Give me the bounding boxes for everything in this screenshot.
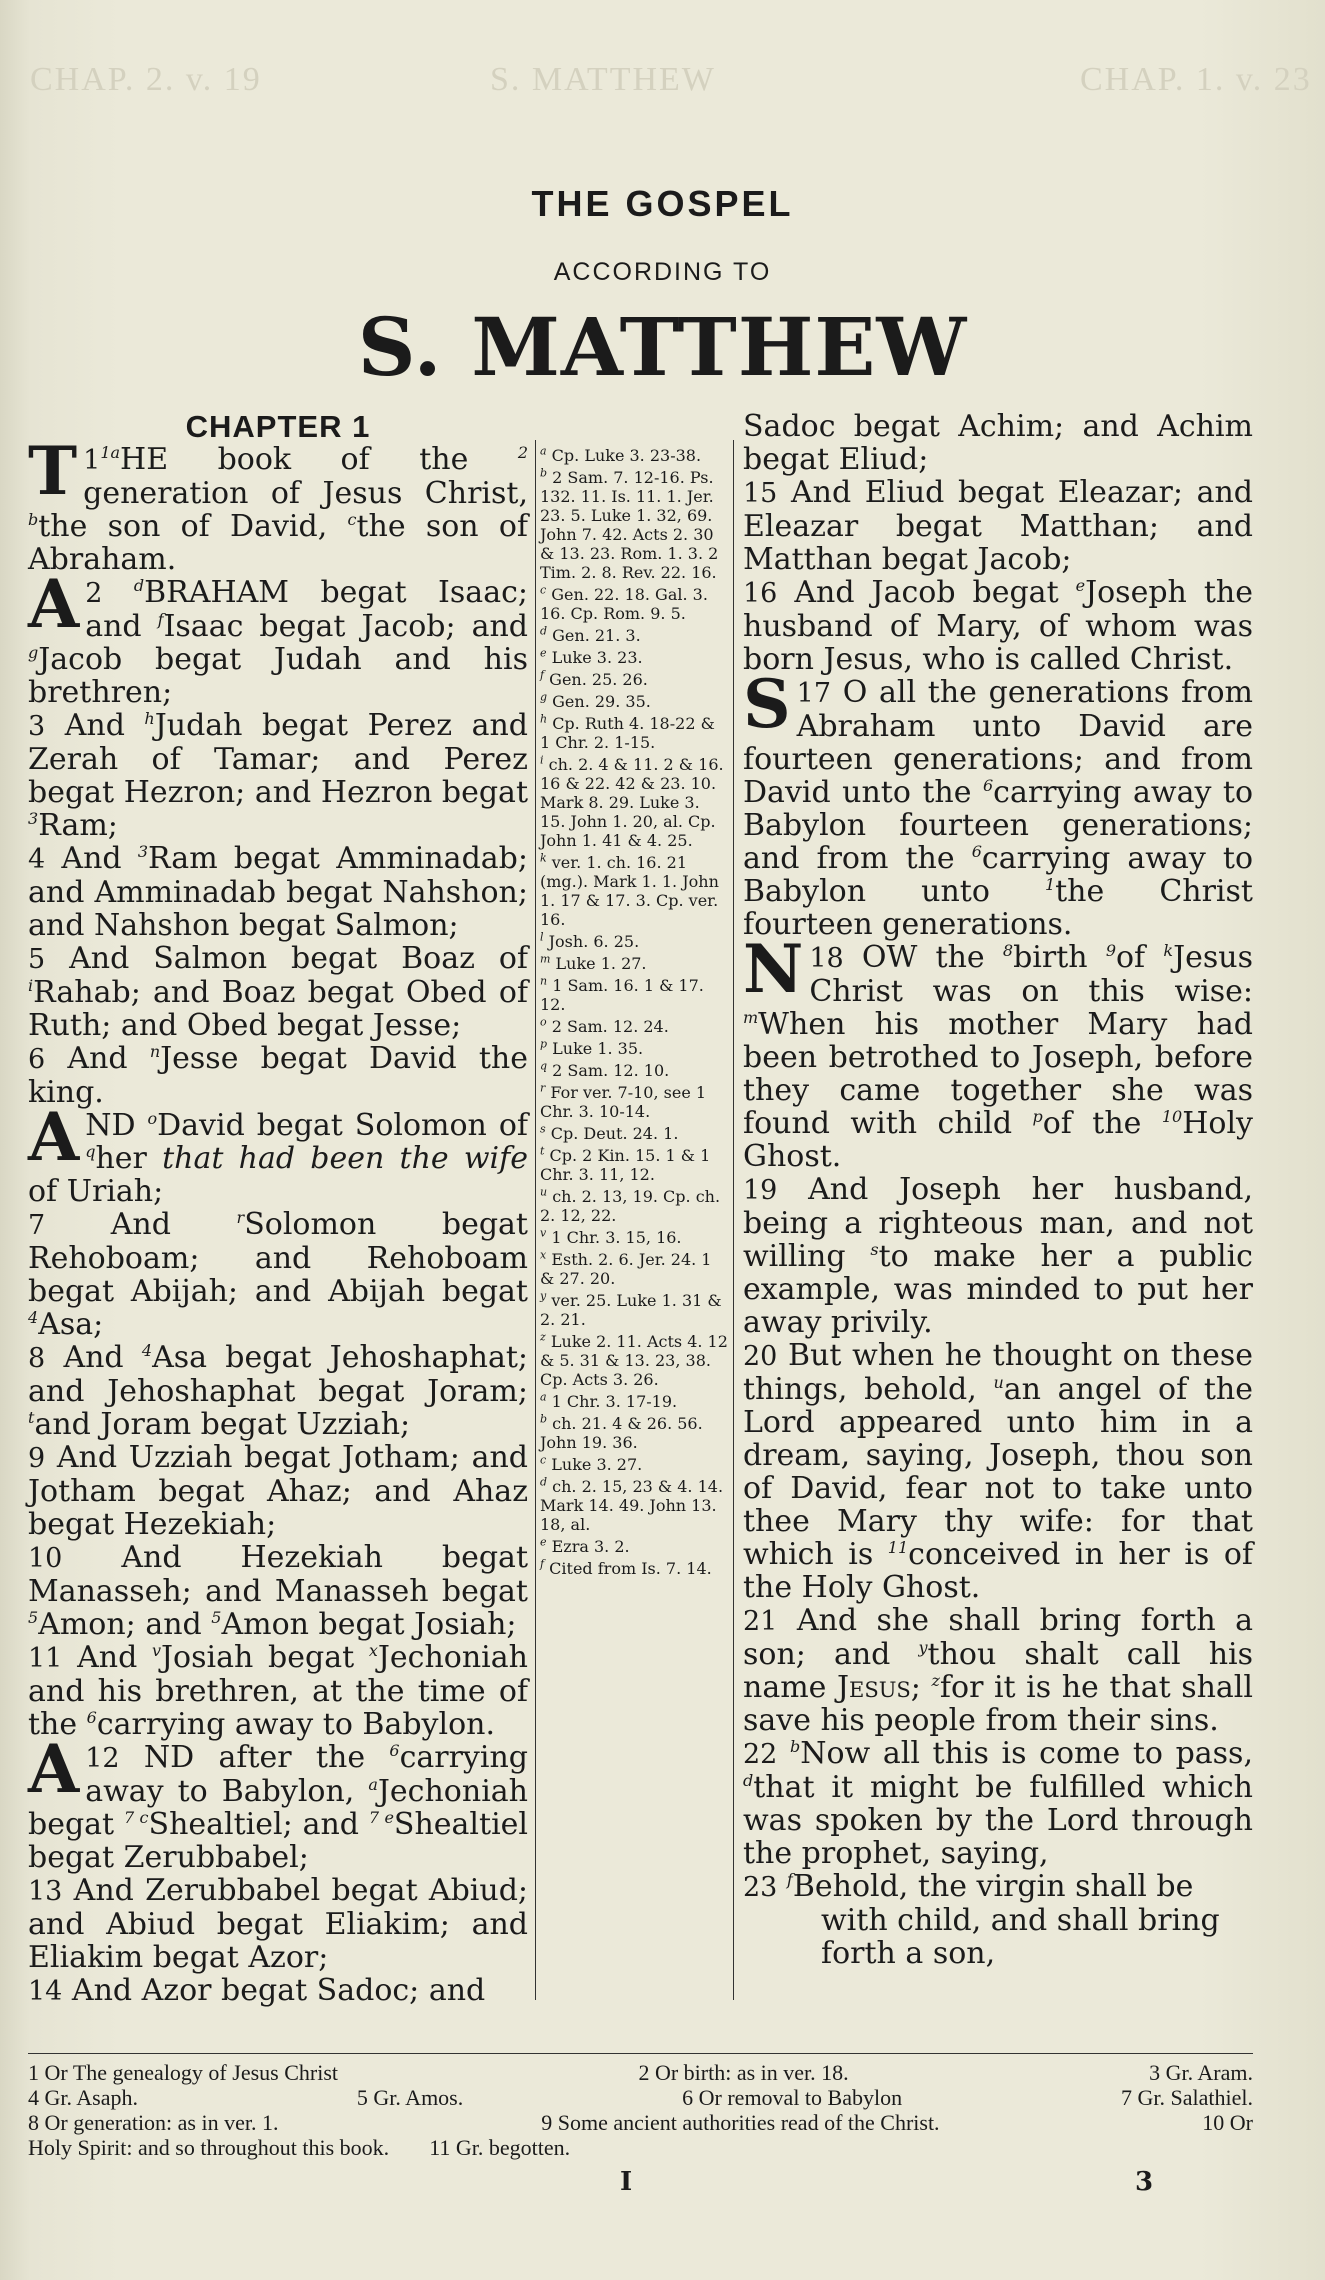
cross-reference-entry: $^y$ ver. 25. Luke 1. 31 & 2. 21. [540, 1289, 722, 1329]
footnote-line-2: 4 Gr. Asaph. 5 Gr. Amos. 6 Or removal to Babylon 7 Gr. Salathiel. [28, 2085, 1253, 2110]
cross-reference-entry: $^d$ Gen. 21. 3. [540, 624, 641, 645]
text-column-right [743, 410, 1253, 1970]
verse-10: 10 And Hezekiah begat Manasseh; and Manasseh begat $^5$Amon; and $^5$Amon begat Josiah; [28, 1540, 528, 1642]
cross-reference-entry: $^m$ Luke 1. 27. [540, 952, 647, 973]
verse-14-cont: Sadoc begat Achim; and Achim begat Eliud; [743, 409, 1253, 477]
verse-16: 16 And Jacob begat $^e$Joseph the husband of Mary, of whom was born Jesus, who is called Christ. [743, 575, 1253, 677]
footnotes [28, 2053, 1253, 2160]
cross-reference-entry: $^c$ Luke 3. 27. [540, 1453, 643, 1474]
cross-reference-entry: $^f$ Cited from Is. 7. 14. [540, 1557, 712, 1578]
verse-18: 18 N OW the $^8$birth $^9$of $^k$Jesus Christ was on this wise: $^m$When his mother Mary had been betrothed to Joseph, before they came together she was found with child $^p$of the $^{10}$Holy Ghost. [743, 930, 1253, 1174]
verse-12: 12 A ND after the $^6$carrying away to Babylon, $^a$Jechoniah begat $^{7 c}$Shealtiel; and $^{7 e}$Shealtiel begat Zerubbabel; [28, 1730, 529, 1875]
cross-reference-entry: $^b$ ch. 21. 4 & 26. 56. John 19. 36. [540, 1412, 703, 1452]
cross-reference-entry: $^q$ 2 Sam. 12. 10. [540, 1059, 670, 1080]
verse-6b: AND $^o$David begat Solomon of $^q$her that had been the wife of Uriah; [28, 1098, 529, 1209]
cross-reference-column [540, 446, 728, 1581]
text-column-left [28, 410, 528, 2008]
verse-13: 13 And Zerubbabel begat Abiud; and Abiud begat Eliakim; and Eliakim begat Azor; [28, 1873, 529, 1975]
cross-reference-entry: $^d$ ch. 2. 15, 23 & 4. 14. Mark 14. 49. John 13. 18, al. [540, 1475, 724, 1534]
page-number: I [620, 2167, 633, 2197]
cross-reference-entry: $^f$ Gen. 25. 26. [540, 668, 648, 689]
cross-reference-entry: $^i$ ch. 2. 4 & 11. 2 & 16. 16 & 22. 42 & 23. 10. Mark 8. 29. Luke 3. 15. John 1. 20, al. Cp. John 1. 41 & 4. 25. [540, 753, 724, 850]
footnote-line-4: Holy Spirit: and so throughout this book. 11 Gr. begotten. [28, 2135, 571, 2160]
cross-reference-list [540, 446, 728, 1578]
cross-reference-entry: $^b$ 2 Sam. 7. 12-16. Ps. 132. 11. Is. 11. 1. Jer. 23. 5. Luke 1. 32, 69. John 7. 42. Acts 2. 30 & 13. 23. Rom. 1. 3. 2 Tim. 2. 8. Rev. 22. 16. [540, 466, 719, 582]
verse-9: 9 And Uzziah begat Jotham; and Jotham begat Ahaz; and Ahaz begat Hezekiah; [28, 1440, 528, 1542]
cross-reference-entry: $^n$ 1 Sam. 16. 1 & 17. 12. [540, 974, 704, 1014]
gospel-title: THE GOSPEL [531, 183, 794, 224]
verse-5: 5 And Salmon begat Boaz of $^i$Rahab; and Boaz begat Obed of Ruth; and Obed begat Jesse; [28, 941, 528, 1043]
book-title: S. MATTHEW [357, 300, 968, 394]
drop-cap-a3: A [28, 1730, 80, 1808]
verse-7: 7 And $^r$Solomon begat Rehoboam; and Rehoboam begat Abijah; and Abijah begat $^4$Asa; [28, 1207, 528, 1342]
cross-reference-entry: $^v$ 1 Chr. 3. 15, 16. [540, 1226, 682, 1247]
drop-cap-t: T [28, 432, 78, 510]
verse-1: $1^{1a}$ T HE book of the $^2$ generation of Jesus Christ, $^b$the son of David, $^c$the son of Abraham. [28, 432, 528, 577]
cross-reference-entry: $^s$ Cp. Deut. 24. 1. [540, 1122, 679, 1143]
signature-mark: 3 [1135, 2167, 1154, 2197]
cross-reference-entry: $^x$ Esth. 2. 6. Jer. 24. 1 & 27. 20. [540, 1248, 712, 1288]
verse-4: 4 And $^3$Ram begat Amminadab; and Amminadab begat Nahshon; and Nahshon begat Salmon; [28, 841, 528, 943]
verse-14: 14 And Azor begat Sadoc; and [28, 1973, 486, 2008]
cross-reference-entry: $^g$ Gen. 29. 35. [540, 690, 651, 711]
cross-reference-entry: $^p$ Luke 1. 35. [540, 1037, 644, 1058]
cross-reference-entry: $^l$ Josh. 6. 25. [540, 930, 640, 951]
verse-8: 8 And $^4$Asa begat Jehoshaphat; and Jehoshaphat begat Joram; $^t$and Joram begat Uzziah; [28, 1340, 529, 1442]
cross-reference-entry: $^h$ Cp. Ruth 4. 18-22 & 1 Chr. 2. 1-15. [540, 712, 715, 752]
verse-20: 20 But when he thought on these things, behold, $^u$an angel of the Lord appeared unto him in a dream, saying, Joseph, thou son of David, fear not to take unto thee Mary thy wife: for that which is $^{11}$conceived in her is of the Holy Ghost. [743, 1338, 1254, 1605]
according-to-subtitle: ACCORDING TO [553, 258, 772, 286]
verse-19: 19 And Joseph her husband, being a righteous man, and not willing $^s$to make her a public example, was minded to put her away privily. [743, 1172, 1253, 1340]
drop-cap-a: A [28, 565, 80, 643]
cross-reference-entry: $^e$ Luke 3. 23. [540, 646, 643, 667]
cross-reference-entry: $^u$ ch. 2. 13, 19. Cp. ch. 2. 12, 22. [540, 1185, 721, 1225]
cross-reference-entry: $^z$ Luke 2. 11. Acts 4. 12 & 5. 31 & 13. 23, 38. Cp. Acts 3. 26. [540, 1330, 728, 1389]
cross-reference-entry: $^o$ 2 Sam. 12. 24. [540, 1015, 669, 1036]
drop-cap-n: N [743, 930, 804, 1008]
footnote-line-3: 8 Or generation: as in ver. 1. 9 Some ancient authorities read of the Christ. 10 Or [28, 2110, 1253, 2135]
column-rule-left [535, 440, 536, 2000]
column-rule-right [733, 440, 734, 2000]
footnote-line-1: 1 Or The genealogy of Jesus Christ 2 Or birth: as in ver. 18. 3 Gr. Aram. [28, 2060, 1253, 2085]
verse-15: 15 And Eliud begat Eleazar; and Eleazar begat Matthan; and Matthan begat Jacob; [743, 475, 1253, 577]
cross-reference-entry: $^c$ Gen. 22. 18. Gal. 3. 16. Cp. Rom. 9. 5. [540, 583, 708, 623]
cross-reference-entry: $^a$ 1 Chr. 3. 17-19. [540, 1390, 678, 1411]
cross-reference-entry: $^k$ ver. 1. ch. 16. 21 (mg.). Mark 1. 1. John 1. 17 & 17. 3. Cp. ver. 16. [540, 851, 719, 929]
bleed-through-header-right: CHAP. 1. v. 23 [1080, 61, 1312, 98]
cross-reference-entry: $^a$ Cp. Luke 3. 23-38. [540, 444, 702, 465]
verse-6: 6 And $^n$Jesse begat David the king. [28, 1041, 528, 1110]
verse-2: 2 $^d$ A BRAHAM begat Isaac; and $^f$Isaac begat Jacob; and $^g$Jacob begat Judah and his brethren; [28, 565, 528, 710]
cross-reference-entry: $^r$ For ver. 7-10, see 1 Chr. 3. 10-14. [540, 1081, 707, 1121]
verse-23: 23 $^f$Behold, the virgin shall be with child, and shall bring forth a son, [743, 1869, 1220, 1971]
verse-3: 3 And $^h$Judah begat Perez and Zerah of Tamar; and Perez begat Hezron; and Hezron begat $^3$Ram; [28, 708, 528, 843]
cross-reference-entry: $^e$ Ezra 3. 2. [540, 1535, 630, 1556]
verse-11: 11 And $^v$Josiah begat $^x$Jechoniah and his brethren, at the time of the $^6$carrying away to Babylon. [28, 1640, 528, 1742]
verse-17: 17 S O all the generations from Abraham unto David are fourteen generations; and from David unto the $^6$carrying away to Babylon fourteen generations; and from the $^6$carrying away to Babylon unto $^1$the Christ fourteen generations. [743, 665, 1254, 942]
chapter-heading: CHAPTER 1 [185, 409, 371, 444]
bleed-through-header-left: CHAP. 2. v. 19 [30, 61, 262, 98]
verse-21: 21 And she shall bring forth a son; and $^y$thou shalt call his name Jesus; $^z$for it is he that shall save his people from their sins. [743, 1603, 1254, 1738]
bleed-through-header-center: S. MATTHEW [490, 61, 716, 98]
drop-cap-a2: A [28, 1098, 80, 1176]
verse-22: 22 $^b$Now all this is come to pass, $^d$that it might be fulfilled which was spoken by the Lord through the prophet, saying, [743, 1736, 1253, 1871]
drop-cap-s: S [743, 665, 791, 743]
cross-reference-entry: $^t$ Cp. 2 Kin. 15. 1 & 1 Chr. 3. 11, 12. [540, 1144, 711, 1184]
